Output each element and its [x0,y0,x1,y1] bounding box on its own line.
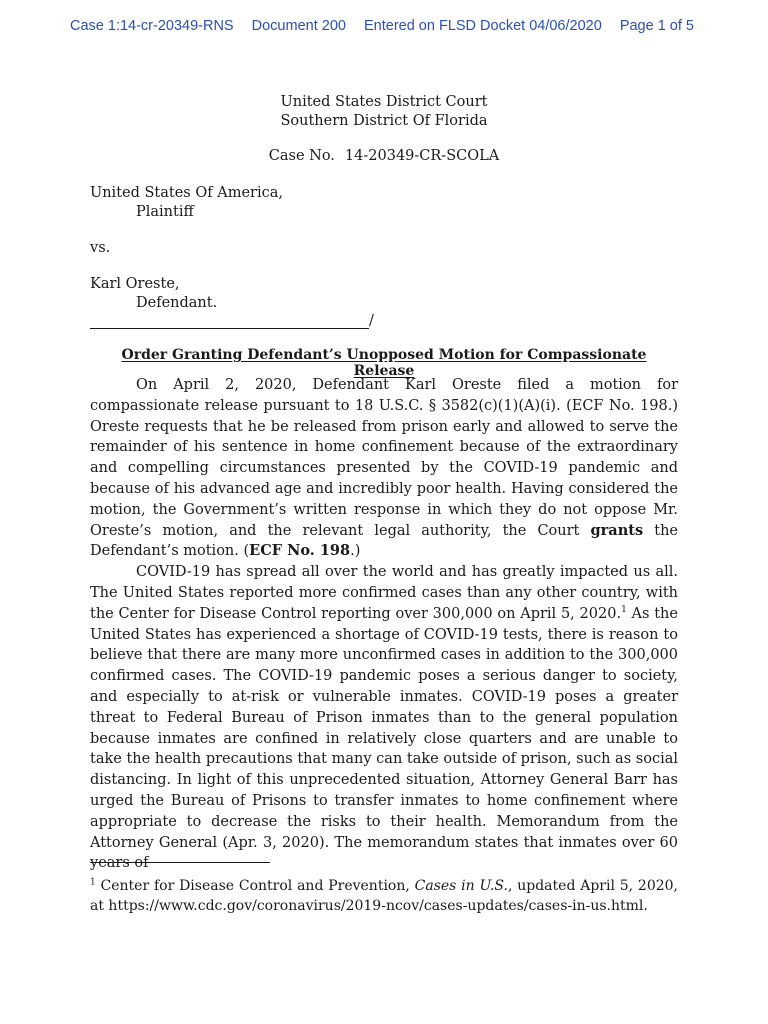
court-line-2: Southern District Of Florida [280,112,488,129]
header-entered-date: Entered on FLSD Docket 04/06/2020 [363,18,602,34]
grants-emphasis: grants [590,521,644,539]
versus: vs. [90,240,111,256]
ecf-citation: ECF No. 198 [249,542,351,560]
court-name [90,93,678,130]
footnote-citation-title: Cases in U.S. [414,878,508,894]
paragraph-2-text-a: COVID-19 has spread all over the world and has greatly impacted us all. The United States reported more confirmed cases than any other country, with the Center for Disease Control reporting over 300,000 on April 5, 2020. [90,564,678,622]
order-body [90,375,678,874]
footnote-divider [90,862,270,863]
defendant-name: Karl Oreste, [90,276,180,292]
docket-header [70,18,698,34]
paragraph-2-text-b: As the United States has experienced a shortage of COVID-19 tests, there is reason to believe that there are many more unconfirmed cases in addition to the 300,000 confirmed cases. The COVID-19 pandemic poses a serious danger to society, and especially to at-risk or vulnerable inmates. COVID-19 poses a greater threat to Federal Bureau of Prison inmates than to the general population because inmates are confined in relatively close quarters and are unable to take the health precautions that many can take outside of prison, such as social distancing. In light of this unprecedented situation, Attorney General Barr has urged the Bureau of Prisons to transfer inmates to home confinement where appropriate to decrease the risks to their health. Memorandum from the Attorney General (Apr. 3, 2020). The memorandum states that inmates over 60 years of [90,605,678,872]
defendant-role: Defendant. [136,294,218,311]
paragraph-2 [90,562,678,874]
header-page-number: Page 1 of 5 [619,18,694,34]
paragraph-1-text-b: the Defendant’s motion. ( [90,522,678,560]
caption-slash: / [369,313,374,329]
header-case-number: Case 1:14-cr-20349-RNS [70,18,234,34]
caption-signature-line [90,313,678,329]
case-number-label: Case No. [268,148,335,164]
paragraph-1-text-c: .) [350,543,361,560]
defendant-block [90,275,678,312]
footnote [90,876,678,916]
paragraph-1-text-a: On April 2, 2020, Defendant Karl Oreste filed a motion for compassionate release pursuant to 18 U.S.C. § 3582(c)(1)(A)(i). (ECF No. 198.) Oreste requests that he be released from prison early and allowed to serve the remainder of his sentence in home confinement because of the extraordinary and compelling circumstances presented by the COVID-19 pandemic and because of his advanced age and incredibly poor health. Having considered the motion, the Government’s written response in which they do not oppose Mr. Oreste’s motion, and the relevant legal authority, the Court [90,377,678,539]
plaintiff-role: Plaintiff [136,203,194,220]
order-title: Order Granting Defendant’s Unopposed Motion for Compassionate Release [121,347,647,379]
caption-rule [90,328,369,329]
header-document-number: Document 200 [251,18,346,34]
footnote-text-a: Center for Disease Control and Prevention, [95,878,415,894]
paragraph-1 [90,375,678,562]
plaintiff-block [90,184,678,221]
case-number-value: 14-20349-CR-SCOLA [344,148,500,164]
footnote-text-b: , updated April 5, 2020, at https://www.cdc.gov/coronavirus/2019-ncov/cases-updates/cases-in-us.html. [90,878,678,914]
case-number [90,148,678,164]
footnote-number: 1 [90,877,96,888]
footnote-reference: 1 [621,604,627,615]
court-line-1: United States District Court [280,94,488,110]
plaintiff-name: United States Of America, [90,185,283,201]
